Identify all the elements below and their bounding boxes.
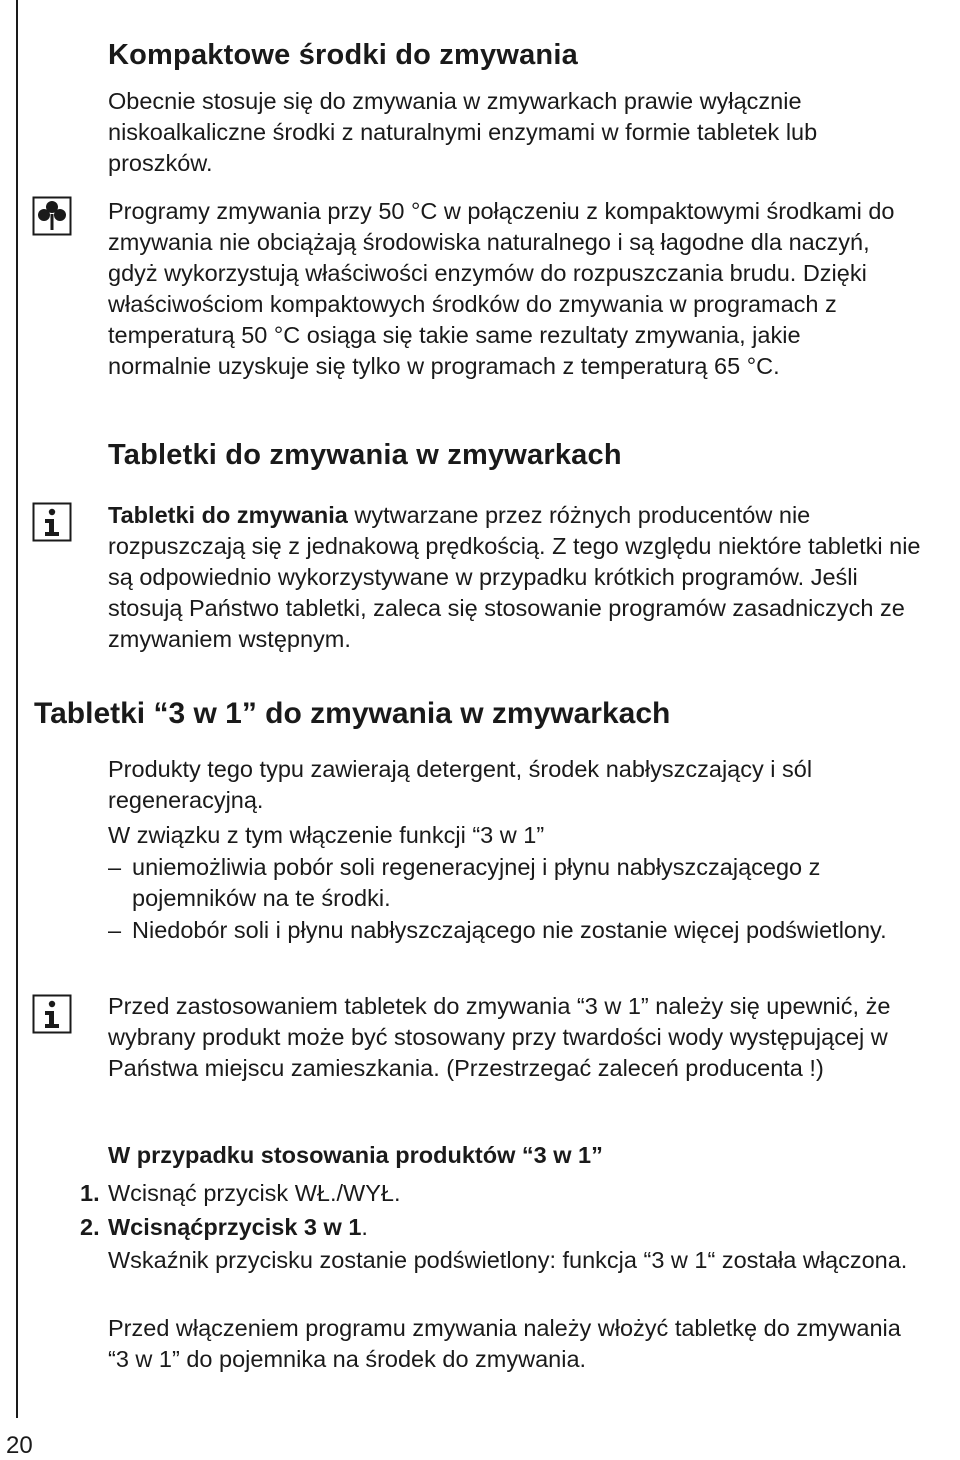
list-item-text: Niedobór soli i płynu nabłyszczającego nie zostanie więcej podświetlony. [132,917,887,943]
tablets-info-text: wytwarzane przez różnych producentów nie rozpuszczają się z jednakową prędkością. Z tego względu niektóre tabletki nie są odpowiednio wykorzystywane w przypadku krótkich programów. Jeśli stosują Państwo tabletki, zaleca się stosowanie programów zasadniczych ze zmywaniem wstępnym. [108,502,921,652]
list-dash: – [108,854,122,880]
3in1-paragraph-1: Produkty tego typu zawierają detergent, środek nabłyszczający i sól regeneracyjną. [108,756,813,813]
list-item [108,915,928,946]
step-2-note-1: Wskaźnik przycisku zostanie podświetlony: funkcja “3 w 1“ została włączona. [108,1247,908,1273]
eco-paragraph: Programy zmywania przy 50 °C w połączeniu z kompaktowymi środkami do zmywania nie obciążają środowiska naturalnego i są łagodne dla naczyń, gdyż wykorzystują właściwości enzymów do rozpuszczania brudu. Dzięki właściwościom kompaktowych środków do zmywania w programach z temperaturą 50 °C osiąga się takie same rezultaty zmywania, jakie normalnie uzyskuje się tylko w programach z temperaturą 65 °C. [108,198,895,379]
info-icon [32,994,72,1034]
list-item [108,852,928,914]
section-title-compact-detergents: Kompaktowe środki do zmywania [108,39,578,71]
info-icon [32,502,72,542]
step-1-text: Wcisnąć przycisk WŁ./WYŁ. [108,1180,401,1206]
tablets-info-paragraph [108,500,923,655]
clover-icon [32,196,72,236]
tablets-bold-term: Tabletki do zmywania [108,502,348,528]
step-number: 2. [80,1214,100,1240]
section-title-using-3in1: W przypadku stosowania produktów “3 w 1” [108,1142,603,1168]
3in1-paragraph-2: W związku z tym włączenie funkcji “3 w 1” [108,822,545,848]
page-number: 20 [6,1432,33,1459]
step-2-text [108,1212,928,1243]
list-item-text: uniemożliwia pobór soli regeneracyjnej i płynu nabłyszczającego z pojemników na te środki. [132,854,821,911]
step-2-note-2: Przed włączeniem programu zmywania należy włożyć tabletkę do zmywania “3 w 1” do pojemnika na środek do zmywania. [108,1315,901,1372]
section-title-3in1: Tabletki “3 w 1” do zmywania w zmywarkach [34,697,671,730]
3in1-info-paragraph: Przed zastosowaniem tabletek do zmywania “3 w 1” należy się upewnić, że wybrany produkt może być stosowany przy twardości wody występującej w Państwa miejscu zamieszkania. (Przestrzegać zaleceń producenta !) [108,993,891,1081]
step-2-end: . [361,1214,368,1240]
section-title-tablets: Tabletki do zmywania w zmywarkach [108,439,622,471]
intro-paragraph: Obecnie stosuje się do zmywania w zmywarkach prawie wyłącznie niskoalkaliczne środki z naturalnymi enzymami w formie tabletek lub proszków. [108,88,818,176]
step-2-bold: Wcisnąćprzycisk 3 w 1 [108,1214,362,1240]
margin-rule [16,0,18,1418]
list-dash: – [108,917,122,943]
step-number: 1. [80,1180,100,1206]
